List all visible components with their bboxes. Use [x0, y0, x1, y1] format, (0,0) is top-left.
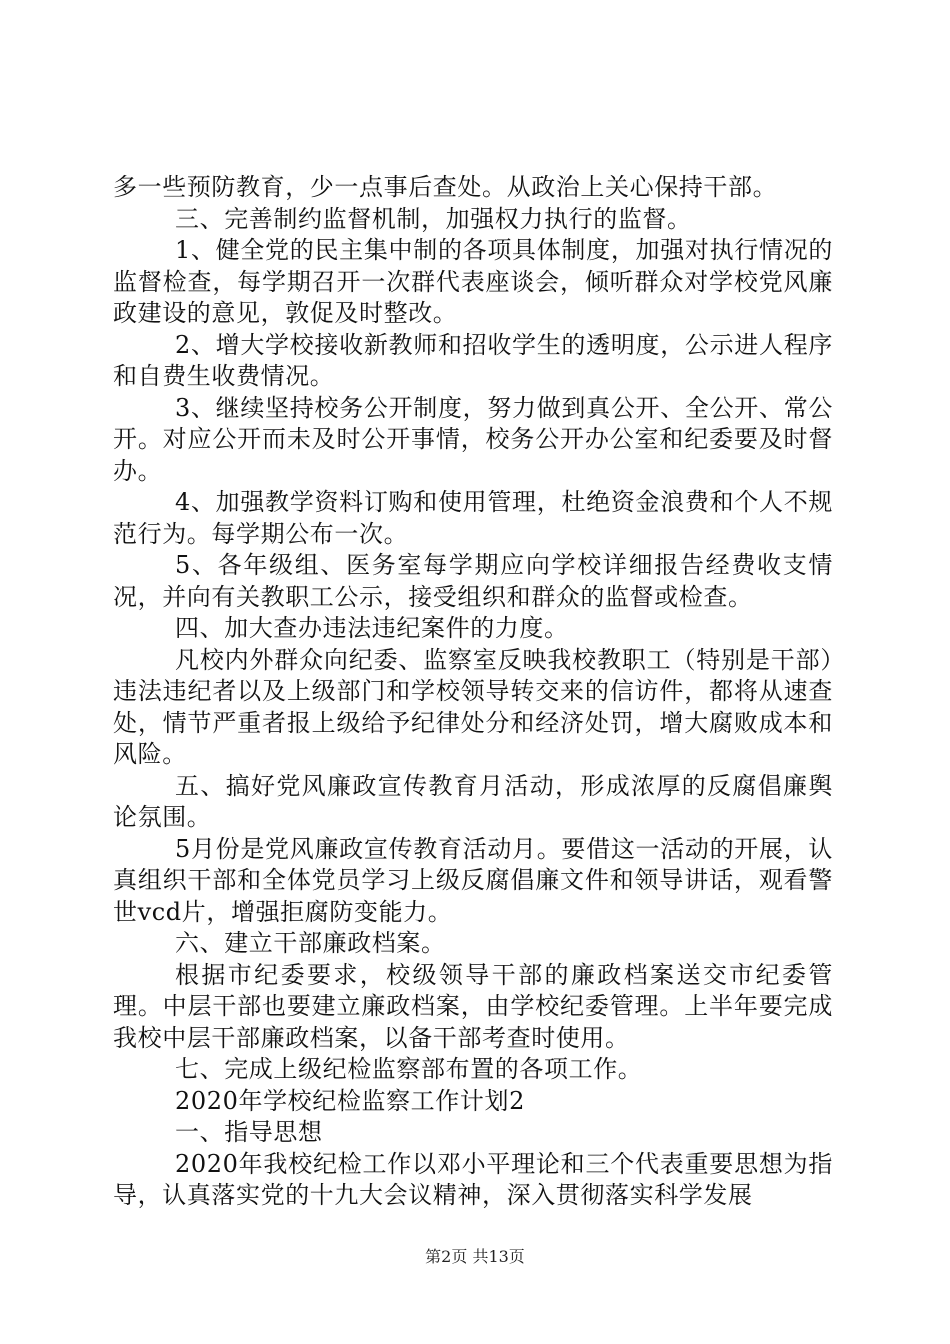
section-heading: 七、完成上级纪检监察部布置的各项工作。	[175, 1055, 643, 1083]
paragraph: 根据市纪委要求，校级领导干部的廉政档案送交市纪委管理。中层干部也要建立廉政档案，由学校纪委管理。上半年要完成我校中层干部廉政档案，以备干部考查时使用。	[113, 960, 833, 1052]
paragraph: 1、健全党的民主集中制的各项具体制度，加强对执行情况的监督检查，每学期召开一次群代表座谈会，倾听群众对学校党风廉政建设的意见，敦促及时整改。	[113, 236, 833, 327]
paragraph: 5、各年级组、医务室每学期应向学校详细报告经费收支情况，并向有关教职工公示，接受组织和群众的监督或检查。	[113, 551, 833, 611]
paragraph: 3、继续坚持校务公开制度，努力做到真公开、全公开、常公开。对应公开而未及时公开事情，校务公开办公室和纪委要及时督办。	[113, 393, 833, 485]
document-title: 2020年学校纪检监察工作计划2	[175, 1086, 525, 1115]
paragraph: 4、加强教学资料订购和使用管理，杜绝资金浪费和个人不规范行为。每学期公布一次。	[113, 488, 833, 548]
page-footer: 第2页 共13页	[425, 1247, 525, 1266]
paragraph: 2020年我校纪检工作以邓小平理论和三个代表重要思想为指导，认真落实党的十九大会议精神，深入贯彻落实科学发展	[113, 1149, 833, 1209]
paragraph: 5月份是党风廉政宣传教育活动月。要借这一活动的开展，认真组织干部和全体党员学习上级反腐倡廉文件和领导讲话，观看警世vcd片，增强拒腐防变能力。	[113, 834, 833, 926]
section-heading: 五、搞好党风廉政宣传教育月活动，形成浓厚的反腐倡廉舆论氛围。	[113, 771, 833, 831]
section-heading: 六、建立干部廉政档案。	[175, 929, 446, 957]
paragraph: 凡校内外群众向纪委、监察室反映我校教职工（特别是干部）违法违纪者以及上级部门和学校领导转交来的信访件，都将从速查处，情节严重者报上级给予纪律处分和经济处罚，增大腐败成本和风险。	[113, 645, 833, 768]
paragraph: 三、完善制约监督机制，加强权力执行的监督。	[175, 204, 692, 233]
paragraph: 多一些预防教育，少一点事后查处。从政治上关心保持干部。	[113, 173, 778, 201]
document-body	[113, 172, 833, 1212]
section-heading: 四、加大查办违法违纪案件的力度。	[175, 614, 569, 642]
section-heading: 一、指导思想	[175, 1118, 323, 1146]
paragraph: 2、增大学校接收新教师和招收学生的透明度，公示进人程序和自费生收费情况。	[113, 330, 833, 390]
